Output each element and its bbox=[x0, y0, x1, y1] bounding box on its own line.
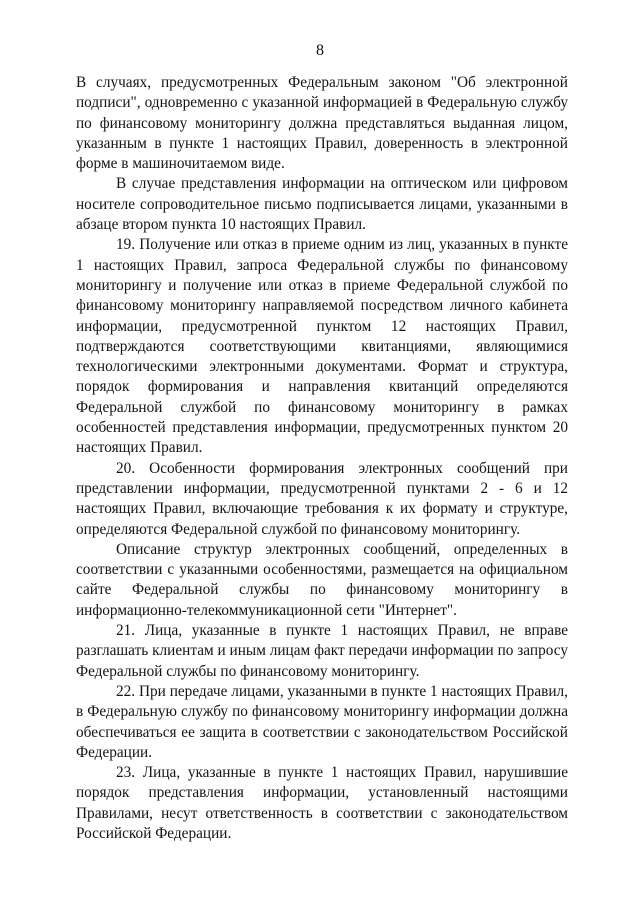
page-number: 8 bbox=[316, 42, 324, 59]
paragraph-item-22: 22. При передаче лицами, указанными в пункте 1 настоящих Правил, в Федеральную службу по финансовому мониторингу информации должна обеспечиваться ее защита в соответствии с законодательством Российской Федерации. bbox=[76, 682, 568, 761]
paragraph-structure-description: Описание структур электронных сообщений, определенных в соответствии с указанными особенностями, размещается на официальном сайте Федеральной службы по финансовому мониторингу в информационно-телекоммуникационной сети "Интернет". bbox=[76, 540, 568, 619]
paragraph-item-23: 23. Лица, указанные в пункте 1 настоящих Правил, нарушившие порядок представления информации, установленный настоящими Правилами, несут ответственность в соответствии с законодательством Российской Федерации. bbox=[76, 764, 568, 842]
paragraph-electronic-signature: В случаях, предусмотренных Федеральным законом "Об электронной подписи", одновременно с указанной информацией в Федеральную службу по финансовому мониторингу должна представляться выданная лицом, указанным в пункте 1 настоящих Правил, доверенность в электронной форме в машиночитаемом виде. bbox=[76, 74, 568, 173]
paragraph-item-21: 21. Лица, указанные в пункте 1 настоящих Правил, не вправе разглашать клиентам и иным лицам факт передачи информации по запросу Федеральной службы по финансовому мониторингу. bbox=[76, 622, 568, 680]
paragraph-item-20: 20. Особенности формирования электронных сообщений при представлении информации, предусмотренной пунктами 2 - 6 и 12 настоящих Правил, включающие требования к их формату и структуре, определяются Федеральной службой по финансовому мониторингу. bbox=[76, 459, 568, 538]
document-body bbox=[76, 73, 568, 844]
paragraph-item-19: 19. Получение или отказ в приеме одним из лиц, указанных в пункте 1 настоящих Правил, запроса Федеральной службы по финансовому мониторингу и получение или отказ в приеме Федеральной службой по финансовому мониторингу направляемой посредством личного кабинета информации, предусмотренной пунктом 12 настоящих Правил, подтверждаются соответствующими квитанциями, являющимися технологическими электронными документами. Формат и структура, порядок формирования и направления квитанций определяются Федеральной службой по финансовому мониторингу в рамках особенностей представления информации, предусмотренных пунктом 20 настоящих Правил. bbox=[76, 236, 568, 457]
paragraph-optical-media: В случае представления информации на оптическом или цифровом носителе сопроводительное письмо подписывается лицами, указанными в абзаце втором пункта 10 настоящих Правил. bbox=[76, 175, 568, 234]
